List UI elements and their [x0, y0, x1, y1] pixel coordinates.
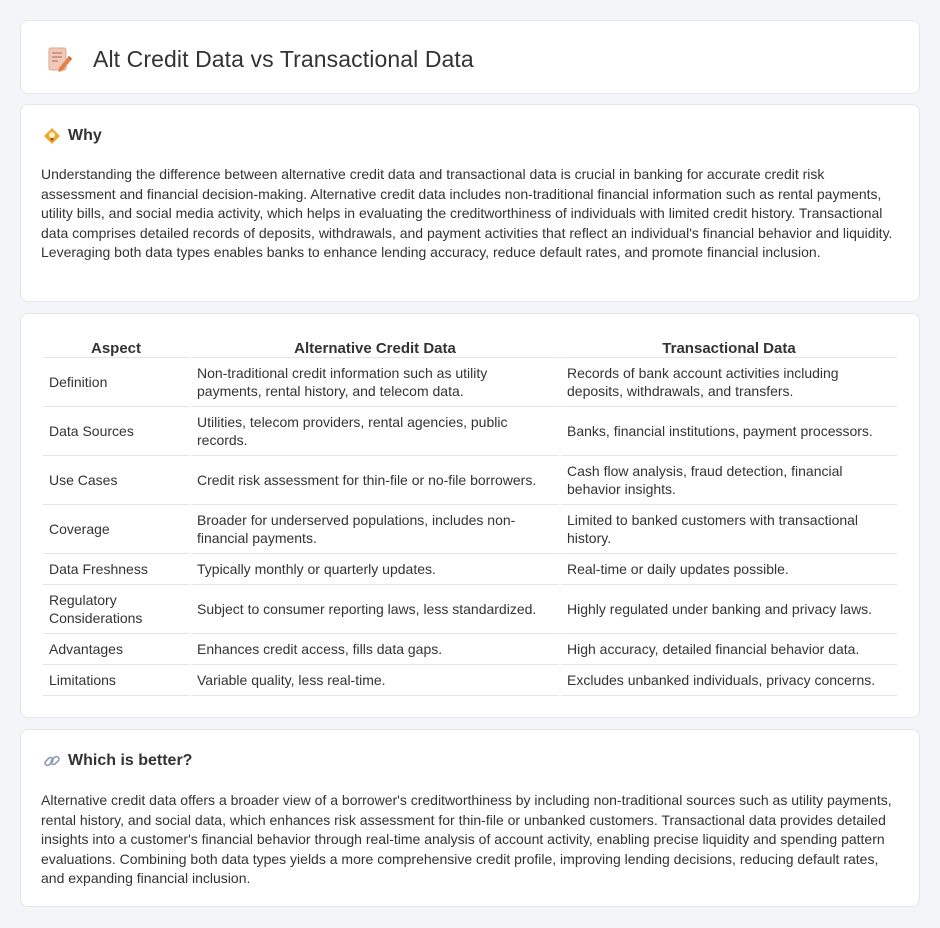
page-title: Alt Credit Data vs Transactional Data [93, 45, 474, 72]
row-aspect: Use Cases [43, 456, 189, 505]
row-alt-credit: Subject to consumer reporting laws, less standardized. [191, 585, 559, 634]
table-row [43, 407, 897, 456]
comparison-table [41, 335, 899, 696]
table-row [43, 554, 897, 585]
row-alt-credit: Broader for underserved populations, includes non-financial payments. [191, 505, 559, 554]
row-transactional: Banks, financial institutions, payment processors. [561, 407, 897, 456]
row-transactional: High accuracy, detailed financial behavior data. [561, 634, 897, 665]
header-alt-credit: Alternative Credit Data [191, 335, 559, 358]
row-transactional: Highly regulated under banking and privacy laws. [561, 585, 897, 634]
row-transactional: Real-time or daily updates possible. [561, 554, 897, 585]
row-aspect: Limitations [43, 665, 189, 696]
why-heading [43, 127, 102, 145]
row-alt-credit: Variable quality, less real-time. [191, 665, 559, 696]
better-heading [43, 752, 192, 770]
better-title: Which is better? [68, 752, 193, 769]
comparison-card [20, 313, 920, 718]
link-icon [43, 752, 61, 770]
row-alt-credit: Credit risk assessment for thin-file or no-file borrowers. [191, 456, 559, 505]
row-aspect: Coverage [43, 505, 189, 554]
row-transactional: Cash flow analysis, fraud detection, financial behavior insights. [561, 456, 897, 505]
table-row [43, 358, 897, 407]
row-aspect: Advantages [43, 634, 189, 665]
header-aspect: Aspect [43, 335, 189, 358]
row-alt-credit: Enhances credit access, fills data gaps. [191, 634, 559, 665]
header-transactional: Transactional Data [561, 335, 897, 358]
table-row [43, 585, 897, 634]
why-section [20, 104, 920, 302]
row-transactional: Excludes unbanked individuals, privacy concerns. [561, 665, 897, 696]
why-text: Understanding the difference between alternative credit data and transactional data is crucial in banking for accurate credit risk assessment and financial decision-making. Alternative credit data includes non-traditional financial information such as rental payments, utility bills, and social media activity, which helps in evaluating the creditworthiness of individuals with limited credit history. Transactional data comprises detailed records of deposits, withdrawals, and payment activities that reflect an individual's financial behavior and liquidity. Leveraging both data types enables banks to enhance lending accuracy, reduce default rates, and promote financial inclusion. [41, 166, 893, 261]
header-card [20, 20, 920, 94]
row-alt-credit: Utilities, telecom providers, rental agencies, public records. [191, 407, 559, 456]
row-aspect: Definition [43, 358, 189, 407]
table-row [43, 634, 897, 665]
table-header-row [43, 335, 897, 358]
why-title: Why [68, 127, 102, 144]
title-row [45, 45, 474, 73]
which-better-section [20, 729, 920, 907]
bulb-icon [43, 127, 61, 145]
table-row [43, 505, 897, 554]
row-alt-credit: Non-traditional credit information such as utility payments, rental history, and telecom data. [191, 358, 559, 407]
row-alt-credit: Typically monthly or quarterly updates. [191, 554, 559, 585]
row-aspect: Data Sources [43, 407, 189, 456]
better-text: Alternative credit data offers a broader view of a borrower's creditworthiness by including non-traditional sources such as utility payments, rental history, and social data, which enhances risk assessment for thin-file or unbanked customers. Transactional data provides detailed insights into a customer's financial behavior through real-time analysis of account activity, enabling precise liquidity and spending pattern evaluations. Combining both data types yields a more comprehensive credit profile, improving lending decisions, reducing default rates, and expanding financial inclusion. [41, 792, 892, 887]
table-row [43, 665, 897, 696]
row-transactional: Limited to banked customers with transactional history. [561, 505, 897, 554]
row-aspect: Regulatory Considerations [43, 585, 189, 634]
row-transactional: Records of bank account activities including deposits, withdrawals, and transfers. [561, 358, 897, 407]
table-row [43, 456, 897, 505]
row-aspect: Data Freshness [43, 554, 189, 585]
document-pencil-icon [45, 45, 73, 73]
